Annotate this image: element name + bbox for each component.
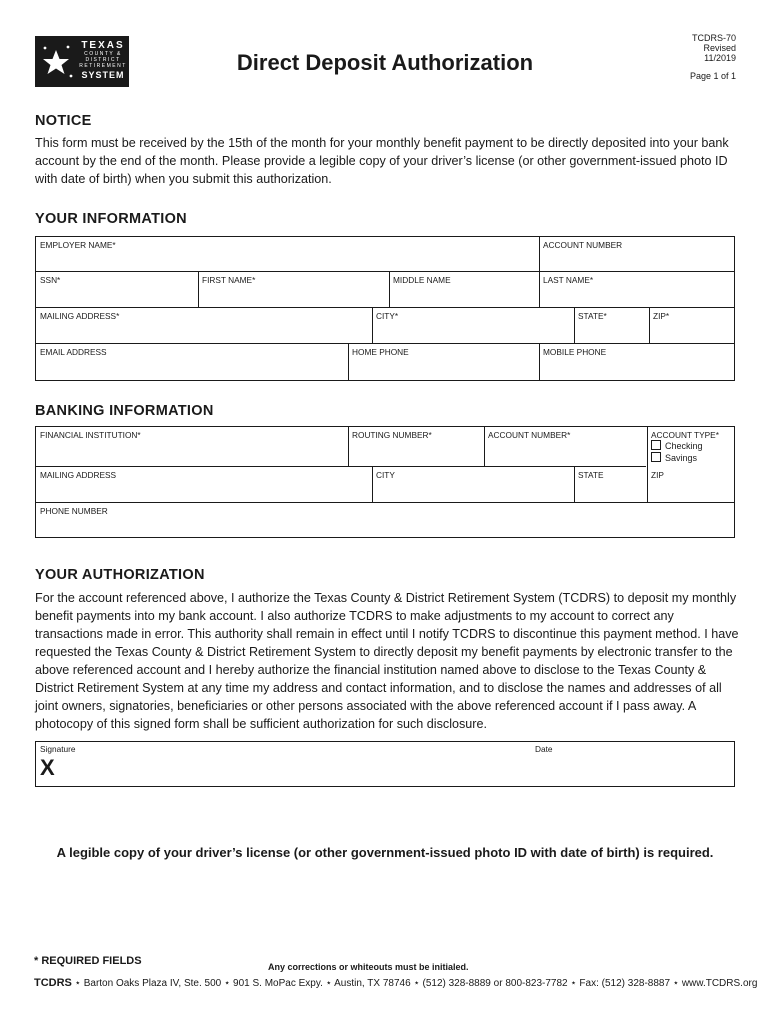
signature-x-mark: X: [40, 755, 55, 780]
corrections-note: Any corrections or whiteouts must be initialed.: [268, 962, 469, 972]
signature-field[interactable]: Signature: [40, 744, 76, 754]
home-phone-field[interactable]: HOME PHONE: [352, 347, 409, 357]
state-field[interactable]: STATE*: [578, 311, 607, 321]
date-field[interactable]: Date: [535, 744, 553, 754]
checking-checkbox[interactable]: [651, 440, 661, 450]
banking-information-heading: BANKING INFORMATION: [35, 403, 214, 419]
logo-wordmark: TEXAS COUNTY & DISTRICT RETIREMENT SYSTEM: [79, 40, 127, 80]
mobile-phone-field[interactable]: MOBILE PHONE: [543, 347, 607, 357]
savings-checkbox[interactable]: [651, 452, 661, 462]
checking-option[interactable]: Checking: [651, 440, 703, 452]
footer: [34, 977, 758, 989]
signature-table: [35, 741, 735, 787]
form-id: TCDRS-70: [691, 33, 736, 43]
required-fields-note: * REQUIRED FIELDS: [34, 955, 142, 967]
first-name-field[interactable]: FIRST NAME*: [202, 275, 256, 285]
photo-id-requirement: A legible copy of your driver’s license (or other government-issued photo ID with date of birth) is required.: [56, 845, 714, 860]
bank-account-number-field[interactable]: ACCOUNT NUMBER*: [488, 430, 571, 440]
savings-option[interactable]: Savings: [651, 452, 703, 464]
bank-city-field[interactable]: CITY: [376, 470, 395, 480]
notice-text: This form must be received by the 15th of the month for your monthly benefit payment to be directly deposited into your bank account by the end of the month. Please provide a legible copy of your driver’s license (or other government-issued photo ID with date of birth) when you submit this authorization.: [35, 136, 729, 186]
revised-label: Revised: [703, 43, 736, 53]
email-field[interactable]: EMAIL ADDRESS: [40, 347, 107, 357]
revised-date: 11/2019: [704, 53, 736, 63]
info-account-number-field[interactable]: ACCOUNT NUMBER: [543, 240, 623, 250]
employer-name-field[interactable]: EMPLOYER NAME*: [40, 240, 116, 250]
middle-name-field[interactable]: MIDDLE NAME: [393, 275, 451, 285]
ssn-field[interactable]: SSN*: [40, 275, 61, 285]
bank-mailing-address-field[interactable]: MAILING ADDRESS: [40, 470, 117, 480]
footer-org: TCDRS: [34, 977, 72, 989]
footer-address: ⋆ Barton Oaks Plaza IV, Ste. 500 ⋆ 901 S. MoPac Expy. ⋆ Austin, TX 78746 ⋆ (512) 328-8889 or 800-823-7782 ⋆ Fax: (512) 328-8887 ⋆ www.TCDRS.org: [71, 978, 758, 989]
notice-heading: NOTICE: [35, 113, 92, 129]
authorization-heading: YOUR AUTHORIZATION: [35, 567, 205, 583]
zip-field[interactable]: ZIP*: [653, 311, 670, 321]
bank-state-field[interactable]: STATE: [578, 470, 604, 480]
city-field[interactable]: CITY*: [376, 311, 399, 321]
form-id-block: [692, 33, 736, 63]
account-type-group: ACCOUNT TYPE* Checking Savings: [651, 430, 719, 463]
your-information-table: [35, 236, 735, 381]
bank-zip-field[interactable]: ZIP: [651, 470, 664, 480]
mailing-address-field[interactable]: MAILING ADDRESS*: [40, 311, 120, 321]
last-name-field[interactable]: LAST NAME*: [543, 275, 594, 285]
routing-number-field[interactable]: ROUTING NUMBER*: [352, 430, 432, 440]
page-number: Page 1 of 1: [689, 71, 736, 81]
page-title: Direct Deposit Authorization: [236, 50, 534, 75]
banking-information-table: [35, 426, 735, 538]
authorization-text: For the account referenced above, I authorize the Texas County & District Retirement System (TCDRS) to deposit my monthly benefit payments into my bank account. I also authorize TCDRS to make adjustments to my account to correct any transactions made in error. This authority shall remain in effect until I notify TCDRS to discontinue this payment method. I have requested the Texas County & District Retirement System to directly deposit my benefit payments by electronic transfer to the above referenced account and I hereby authorize the financial institution named above to disclose to the Texas County & District Retirement System at any time my address and contact information, and to disclose the names and addresses of all joint owners, signatories, beneficiaries or other persons associated with the above referenced account if I pass away. A photocopy of this signed form shall be sufficient authorization for such disclosure.: [35, 591, 739, 731]
financial-institution-field[interactable]: FINANCIAL INSTITUTION*: [40, 430, 141, 440]
your-information-heading: YOUR INFORMATION: [35, 211, 187, 227]
bank-phone-field[interactable]: PHONE NUMBER: [40, 506, 108, 516]
